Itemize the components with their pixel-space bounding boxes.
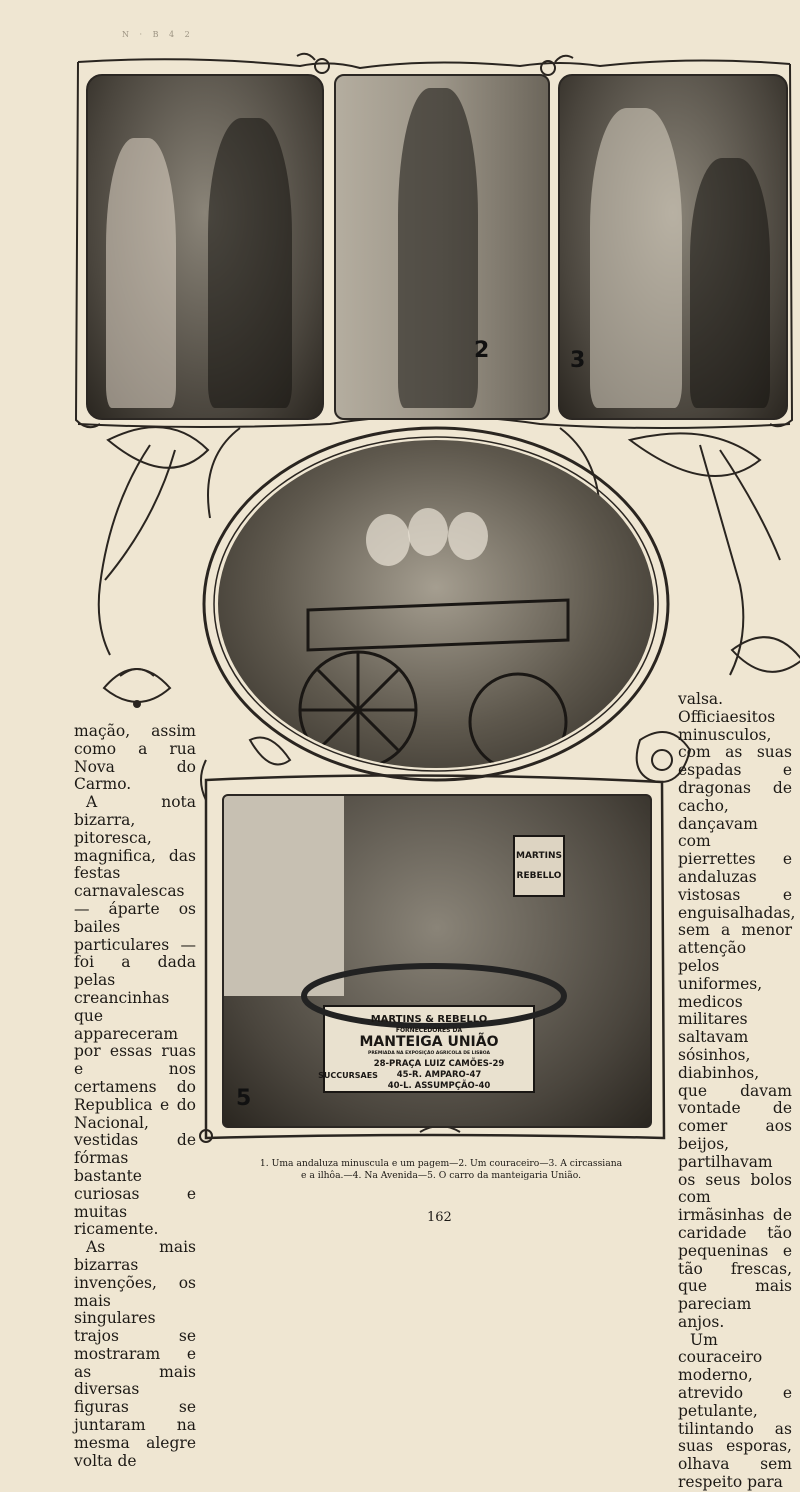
- photo-number-2: 2: [474, 338, 490, 363]
- photo-andaluza-e-pagem: [86, 74, 324, 420]
- text-column-right: [678, 690, 796, 1492]
- photo-caption: [222, 1158, 660, 1182]
- sign-small: PREMIADA NA EXPOSIÇÃO AGRICOLA DE LISBOA: [368, 1051, 490, 1056]
- photo-carro-manteigaria-uniao: [222, 794, 652, 1128]
- photo-number-3: 3: [570, 348, 586, 373]
- sign-main: MANTEIGA UNIÃO: [359, 1034, 499, 1050]
- sign-address-3: 40-L. ASSUMPÇÃO-40: [387, 1081, 491, 1091]
- sign-sub: FORNECEDORES DA: [395, 1027, 463, 1034]
- left-paragraph-2: A nota bizarra, pitoresca, magnifica, das festas carnavalescas — áparte os bailes particulares — foi a dada pelas creancinhas que appareceram por essas ruas e nos certamens do Republica e do Nacional, vestidas de fórmas bastante curiosas e muitas ricamente.: [74, 793, 196, 1239]
- left-paragraph-3: As mais bizarras invenções, os mais singulares trajos se mostraram e as mais diversas figuras se juntaram na mesma alegre volta de: [74, 1238, 196, 1470]
- flag-text-martins: MARTINS: [516, 851, 562, 861]
- header-marks: N · B 4 2: [122, 30, 194, 39]
- photo-couraceiro: [334, 74, 550, 420]
- sign-top: MARTINS & REBELLO: [370, 1014, 488, 1025]
- caption-line-2: e a ilhôa.—4. Na Avenida—5. O carro da manteigaria União.: [301, 1170, 581, 1181]
- left-paragraph-1: mação, assim como a rua Nova do Carmo.: [74, 722, 196, 794]
- photo-na-avenida: [218, 440, 654, 768]
- text-column-left: [74, 723, 196, 1470]
- right-paragraph-2: Um couraceiro moderno, atrevido e petulante, tilintando as suas esporas, olhava sem respeito para: [678, 1330, 792, 1492]
- page-number: 162: [427, 1210, 452, 1225]
- caption-line-1: 1. Uma andaluza minuscula e um pagem—2. Um couraceiro—3. A circassiana: [259, 1158, 623, 1169]
- flag-text-rebello: REBELLO: [516, 871, 562, 881]
- sign-address-1: 28-PRAÇA LUIZ CAMÕES-29: [373, 1059, 505, 1069]
- photo-number-5: 5: [236, 1086, 252, 1111]
- sign-left: SUCCURSAES: [318, 1071, 378, 1080]
- sign-address-2: 45-R. AMPARO-47: [396, 1070, 482, 1080]
- right-paragraph-1: valsa. Officiaesitos minusculos, com as suas espadas e dragonas de cacho, dançavam com pierrettes e andaluzas vistosas e enguisalhadas, sem a menor attenção pelos uniformes, medicos militares saltavam sósinhos, diabinhos, que davam vontade de comer aos beijos, partilhavam os seus bolos com irmãsinhas de caridade tão pequeninas e tão frescas, que mais pareciam anjos.: [678, 690, 796, 1331]
- photo-circassiana-e-ilhoa: [558, 74, 788, 420]
